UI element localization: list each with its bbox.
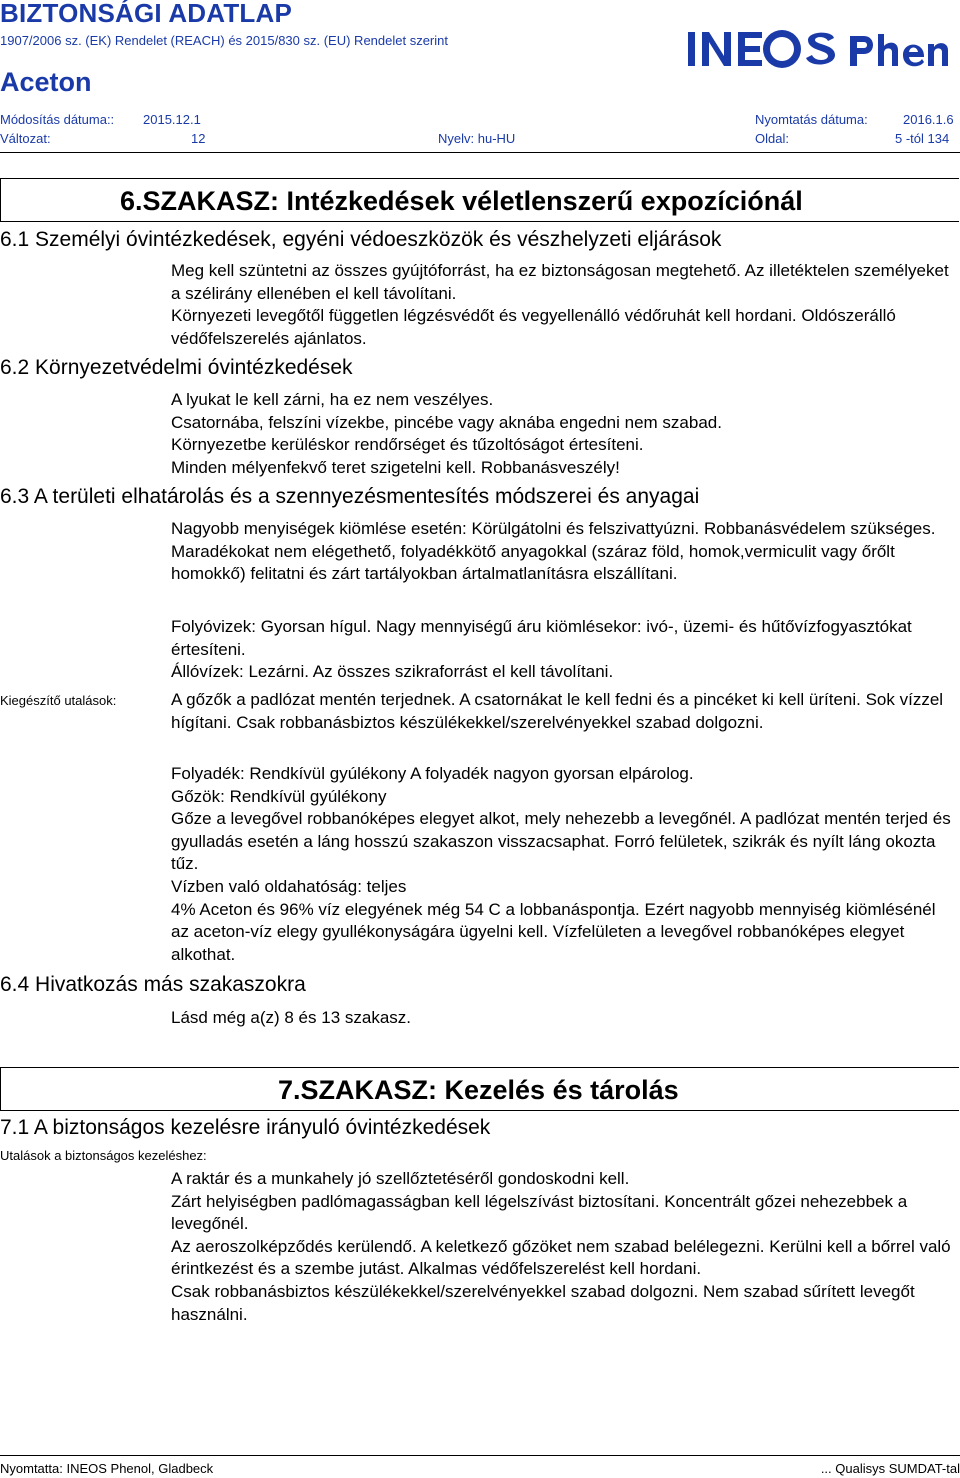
paragraph: Minden mélyenfekvő teret szigetelni kell. Robbanásveszély! — [171, 457, 620, 477]
paragraph: 4% Aceton és 96% víz elegyének még 54 C a lobbanáspontja. Ezért nagyobb mennyiség kiömlésénél az aceton-víz elegy gyullékonyságára ügyelni kell. Vízfelületen a levegővel robbanóképes elegyet alkothat. — [171, 899, 936, 964]
paragraph: Környezeti levegőtől független légzésvédőt és vegyellenálló védőruhát kell hordani. Oldószerálló védőfelszerelés ajánlatos. — [171, 306, 896, 348]
subsection-6-2-heading: 6.2 Környezetvédelmi óvintézkedések — [0, 356, 353, 379]
header-divider — [0, 152, 960, 153]
subsection-6-3-para-3 — [171, 689, 951, 734]
page-number: 5 -tól 134 — [895, 131, 950, 146]
paragraph: Gőzök: Rendkívül gyúlékony — [171, 786, 387, 806]
supplementary-notes-label: Kiegészítő utalások: — [0, 693, 117, 708]
paragraph: Az aeroszolképződés kerülendő. A keletkező gőzöket nem szabad belélegezni. Kerülni kell a bőrrel való érintkezést és a szembe jutást. Alkalmas védőfelszerelést kell hordani. — [171, 1236, 951, 1279]
paragraph: Gőze a levegővel robbanóképes elegyet alkot, mely nehezebb a levegőnél. A padlózat mentén terjed és gyulladás esetén a láng hosszú szakaszon visszacsaphat. Forró felületek, szikrák és nyílt láng okozta tűz. — [171, 809, 951, 874]
modified-date-value: 2015.12.1 — [143, 112, 201, 127]
printed-date-value: 2016.1.6 — [903, 112, 954, 127]
paragraph: Csak robbanásbiztos készülékekkel/szerelvényekkel szabad dolgozni. Nem szabad sűrített levegőt használni. — [171, 1281, 915, 1324]
subsection-6-3-para-2 — [171, 616, 951, 684]
paragraph: Környezetbe kerüléskor rendőrséget és tűzoltóságot értesíteni. — [171, 435, 644, 455]
footer-divider — [0, 1455, 960, 1456]
subsection-6-3-para-4 — [171, 763, 951, 966]
paragraph: A raktár és a munkahely jó szellőztetéséről gondoskodni kell. — [171, 1169, 630, 1188]
version-value: 12 — [191, 131, 206, 146]
language-indicator: Nyelv: hu-HU — [438, 131, 516, 146]
paragraph: Maradékokat nem elégethető, folyadékkötő anyagokkal (száraz föld, homok,vermiculit vagy őrőlt homokkő) felitatni és zárt tartályokban ártalmatlanításra elszállítani. — [171, 541, 895, 584]
subsection-6-2-body — [171, 389, 951, 479]
subsection-6-4-heading: 6.4 Hivatkozás más szakaszokra — [0, 973, 306, 996]
document-title: BIZTONSÁGI ADATLAP — [0, 0, 292, 28]
printed-date-label: Nyomtatás dátuma: — [755, 112, 868, 127]
paragraph: Folyadék: Rendkívül gyúlékony A folyadék nagyon gyorsan elpárolog. — [171, 764, 694, 783]
section-6-title: 6.SZAKASZ: Intézkedések véletlenszerű expozíciónál — [120, 186, 803, 216]
page-label: Oldal: — [755, 131, 789, 146]
paragraph: Meg kell szüntetni az összes gyújtóforrást, ha ez biztonságosan megtehető. Az illetéktelen személyeket a szélirány ellenében el kell távolítani. — [171, 261, 949, 303]
ineos-phenol-logo — [682, 22, 960, 74]
paragraph: Állóvízek: Lezárni. Az összes szikraforrást el kell távolítani. — [171, 662, 614, 682]
paragraph: A gőzők a padlózat mentén terjednek. A csatornákat le kell fedni és a pincéket ki kell üríteni. Sok vízzel hígítani. Csak robbanásbiztos készülékekkel/szerelvényekkel szabad dolgozni. — [171, 690, 944, 732]
section-6-title-box — [0, 178, 959, 222]
version-label: Változat: — [0, 131, 51, 146]
paragraph: Vízben való oldahatóság: teljes — [171, 876, 407, 896]
subsection-6-1-body — [171, 260, 951, 350]
footer-printed-by: Nyomtatta: INEOS Phenol, Gladbeck — [0, 1461, 214, 1476]
handling-notes-label: Utalások a biztonságos kezeléshez: — [0, 1148, 207, 1163]
footer-software: ... Qualisys SUMDAT-tal — [820, 1461, 960, 1476]
section-7-title-box — [0, 1067, 959, 1111]
modified-date-label: Módosítás dátuma:: — [0, 112, 115, 127]
paragraph: A lyukat le kell zárni, ha ez nem veszélyes. — [171, 390, 494, 409]
paragraph: Csatornába, felszíni vízekbe, pincébe vagy aknába engedni nem szabad. — [171, 412, 722, 432]
product-name: Aceton — [0, 67, 92, 97]
paragraph: Folyóvizek: Gyorsan hígul. Nagy mennyiségű áru kiömlésekor: ivó-, üzemi- és hűtővízfogyasztókat értesíteni. — [171, 617, 912, 659]
subsection-6-3-heading: 6.3 A területi elhatárolás és a szennyezésmentesítés módszerei és anyagai — [0, 485, 700, 508]
subsection-7-1-body — [171, 1168, 951, 1326]
subsection-6-3-para-1 — [171, 518, 951, 586]
section-7-title: 7.SZAKASZ: Kezelés és tárolás — [278, 1075, 679, 1105]
regulation-subtitle: 1907/2006 sz. (EK) Rendelet (REACH) és 2015/830 sz. (EU) Rendelet szerint — [0, 33, 448, 48]
paragraph: Lásd még a(z) 8 és 13 szakasz. — [171, 1008, 412, 1027]
paragraph: Nagyobb menyiségek kiömlése esetén: Körülgátolni és felszivattyúzni. Robbanásvédelem szükséges. — [171, 519, 936, 538]
paragraph: Zárt helyiségben padlómagasságban kell légelszívást biztosítani. Koncentrált gőzei nehezebbek a levegőnél. — [171, 1191, 908, 1234]
subsection-6-4-body — [171, 1007, 951, 1030]
subsection-7-1-heading: 7.1 A biztonságos kezelésre irányuló óvintézkedések — [0, 1116, 491, 1139]
subsection-6-1-heading: 6.1 Személyi óvintézkedések, egyéni védoeszközök és vészhelyzeti eljárások — [0, 228, 722, 251]
